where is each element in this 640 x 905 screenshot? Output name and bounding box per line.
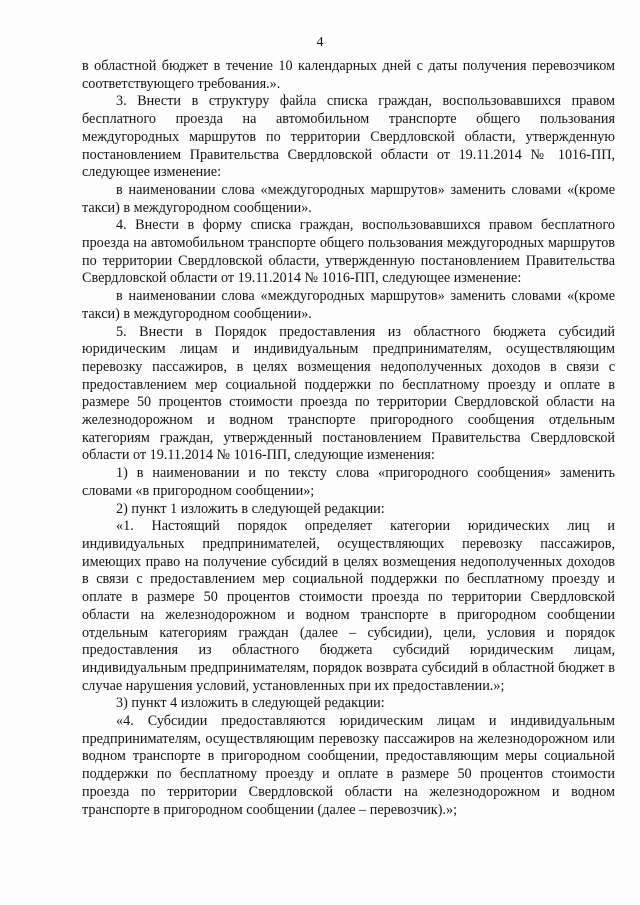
paragraph-item-4-change: в наименовании слова «междугородных маршрутов» заменить словами «(кроме такси) в междугородном сообщении».	[82, 288, 615, 322]
paragraph-subitem-2: 2) пункт 1 изложить в следующей редакции:	[116, 500, 385, 517]
paragraph-subitem-1: 1) в наименовании и по тексту слова «пригородного сообщения» заменить словами «в пригородном сообщении»;	[82, 465, 615, 499]
paragraph-item-4: 4. Внести в форму списка граждан, воспользовавшихся правом бесплатного проезда на автомобильном транспорте общего пользования междугородных маршрутов по территории Свердловской области, утвержденную постановлением Правительства Свердловской области от 19.11.2014 № 1016-ПП, следующее изменение:	[82, 217, 615, 287]
paragraph-item-3-change: в наименовании слова «междугородных маршрутов» заменить словами «(кроме такси) в междугородном сообщении».	[82, 181, 615, 216]
paragraph-continuation: в областной бюджет в течение 10 календарных дней с даты получения перевозчиком соответствующего требования.».	[82, 58, 615, 92]
paragraph-clause-4-text: «4. Субсидии предоставляются юридическим лицам и индивидуальным предпринимателям, осуществляющим перевозку пассажиров на железнодорожном или водном транспорте в пригородном сообщении, предоставляющим меры социальной поддержки по бесплатному проезду и оплате в размере 50 процентов стоимости проезда по территории Свердловской области на железнодорожном и водном транспорте в пригородном сообщении (далее – перевозчик).»;	[82, 713, 615, 818]
page-number: 4	[316, 35, 324, 50]
paragraph-subitem-3: 3) пункт 4 изложить в следующей редакции:	[116, 695, 385, 712]
document-body	[82, 58, 615, 819]
paragraph-clause-1-text: «1. Настоящий порядок определяет категории юридических лиц и индивидуальных предпринимателей, осуществляющих перевозку пассажиров, имеющих право на получение субсидий в целях возмещения недополученных доходов в связи с предоставлением мер социальной поддержки по бесплатному проезду и оплате в размере 50 процентов стоимости проезда по территории Свердловской области на железнодорожном и водном транспорте в пригородном сообщении отдельным категориям граждан (далее – субсидии), цели, условия и порядок предоставления из областного бюджета субсидий юридическим лицам, индивидуальным предпринимателям, порядок возврата субсидий в областной бюджет в случае нарушения условий, установленных при их предоставлении.»;	[82, 518, 615, 694]
paragraph-item-3: 3. Внести в структуру файла списка граждан, воспользовавшихся правом бесплатного проезда на автомобильном транспорте общего пользования междугородных маршрутов по территории Свердловской области, утвержденную постановлением Правительства Свердловской области от 19.11.2014 № 1016-ПП, следующее изменение:	[82, 93, 615, 181]
paragraph-item-5: 5. Внести в Порядок предоставления из областного бюджета субсидий юридическим лицам и индивидуальным предпринимателям, осуществляющим перевозку пассажиров, в целях возмещения недополученных доходов в связи с предоставлением мер социальной поддержки по бесплатному проезду и оплате в размере 50 процентов стоимости проезда по территории Свердловской области на железнодорожном и водном транспорте пригородного сообщения отдельным категориям граждан, утвержденный постановлением Правительства Свердловской области от 19.11.2014 № 1016-ПП, следующие изменения:	[82, 323, 615, 464]
